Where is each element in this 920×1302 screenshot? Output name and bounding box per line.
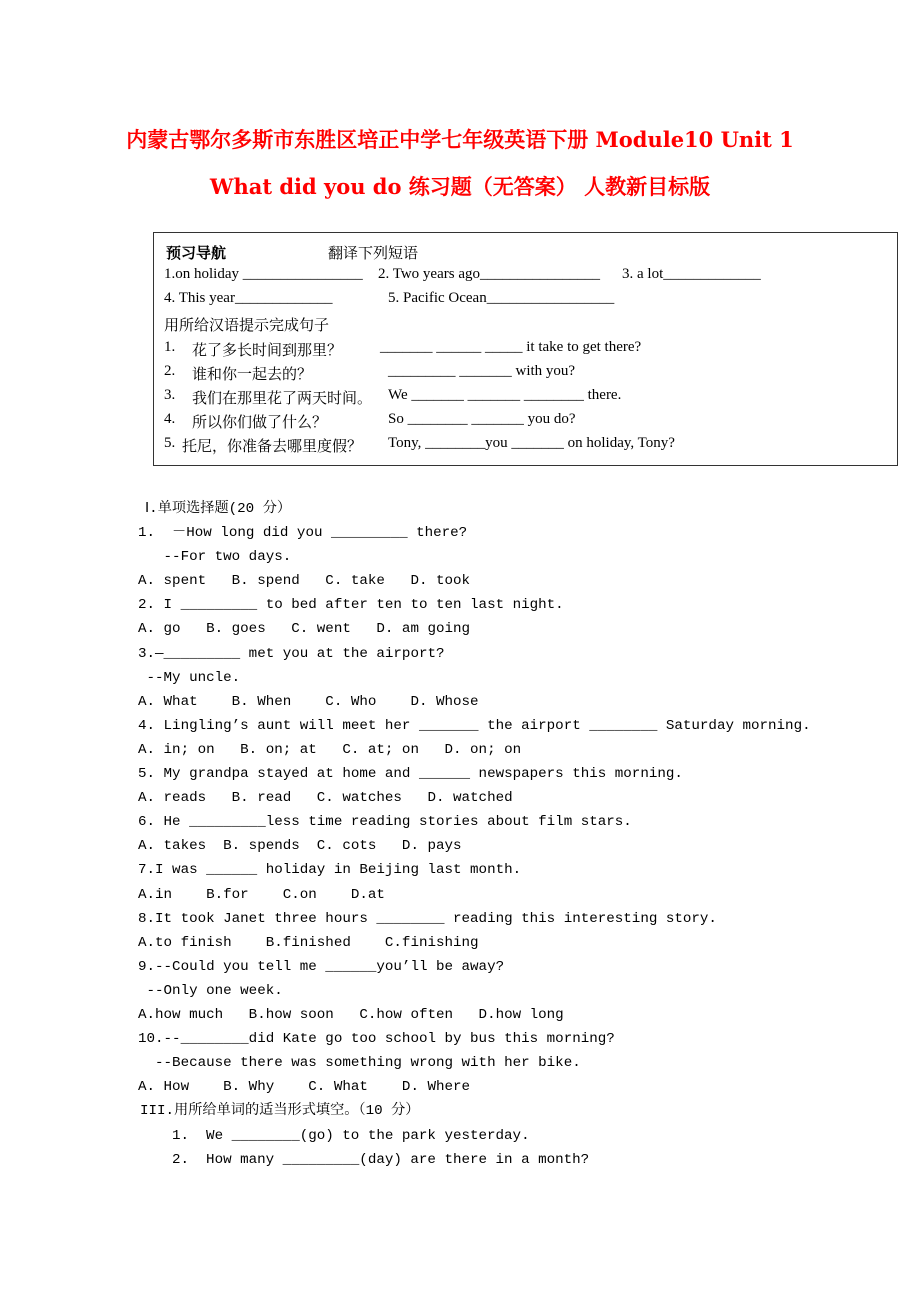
question-line: 6. He _________less time reading stories about film stars. [138,814,632,830]
options-line: A.how much B.how soon C.how often D.how long [138,1007,564,1023]
question-line: --Only one week. [138,983,283,999]
options-line: A. reads B. read C. watches D. watched [138,790,513,806]
section-3-heading: III.用所给单词的适当形式填空。（10 分） [140,1103,420,1119]
translate-instruction: 翻译下列短语 [328,246,419,262]
phrase-3: 3. a lot_____________ [622,266,761,282]
sentence-cn-5: 托尼，你准备去哪里度假？ [182,439,363,455]
question-line: 10.--________did Kate go too school by bus this morning? [138,1031,615,1047]
question-line: 5. My grandpa stayed at home and ______ newspapers this morning. [138,766,683,782]
question-line: 8.It took Janet three hours ________ reading this interesting story. [138,911,717,927]
sentence-en-3: We _______ _______ ________ there. [388,387,622,403]
question-line: --For two days. [138,549,292,565]
options-line: A. in; on B. on; at C. at; on D. on; on [138,742,522,758]
phrase-4: 4. This year_____________ [164,290,333,306]
options-line: A. go B. goes C. went D. am going [138,621,471,637]
sentence-cn-4: 所以你们做了什么？ [192,415,328,431]
sentence-instruction: 用所给汉语提示完成句子 [164,318,330,334]
question-line: --My uncle. [138,670,241,686]
sentence-en-5: Tony, ________you _______ on holiday, Tony? [388,435,675,451]
sentence-cn-2: 谁和你一起去的？ [192,367,313,383]
phrase-5: 5. Pacific Ocean_________________ [388,290,615,306]
preview-heading: 预习导航 [166,246,227,262]
question-line: 9.--Could you tell me ______you’ll be away? [138,959,505,975]
options-line: A. How B. Why C. What D. Where [138,1079,471,1095]
sentence-en-1: _______ ______ _____ it take to get there? [380,339,642,355]
sentence-num-5: 5. [164,435,176,451]
fill-in-line: 2. How many _________(day) are there in a month? [172,1152,590,1168]
phrase-2: 2. Two years ago________________ [378,266,600,282]
preview-box [153,232,898,466]
sentence-num-4: 4. [164,411,176,427]
phrase-1: 1.on holiday ________________ [164,266,363,282]
options-line: A. takes B. spends C. cots D. pays [138,838,462,854]
sentence-en-4: So ________ _______ you do? [388,411,576,427]
question-line: 1. －How long did you _________ there? [138,525,468,541]
section-1-heading: Ⅰ.单项选择题(20 分） [145,501,292,517]
options-line: A.in B.for C.on D.at [138,887,385,903]
options-line: A.to finish B.finished C.finishing [138,935,479,951]
sentence-num-2: 2. [164,363,176,379]
sentence-num-3: 3. [164,387,176,403]
sentence-num-1: 1. [164,339,176,355]
question-line: 2. I _________ to bed after ten to ten last night. [138,597,564,613]
question-line: 7.I was ______ holiday in Beijing last month. [138,862,522,878]
options-line: A. What B. When C. Who D. Whose [138,694,479,710]
options-line: A. spent B. spend C. take D. took [138,573,471,589]
question-line: 3.—_________ met you at the airport? [138,646,445,662]
document-title-line-1: 内蒙古鄂尔多斯市东胜区培正中学七年级英语下册 Module10 Unit 1 [126,127,794,152]
sentence-cn-1: 花了多长时间到那里？ [192,343,343,359]
sentence-en-2: _________ _______ with you? [388,363,576,379]
fill-in-line: 1. We ________(go) to the park yesterday. [172,1128,530,1144]
question-line: --Because there was something wrong with her bike. [138,1055,581,1071]
sentence-cn-3: 我们在那里花了两天时间。 [192,391,373,407]
document-title-line-2: What did you do 练习题（无答案） 人教新目标版 [209,174,711,199]
question-line: 4. Lingling’s aunt will meet her _______ the airport ________ Saturday morning. [138,718,811,734]
